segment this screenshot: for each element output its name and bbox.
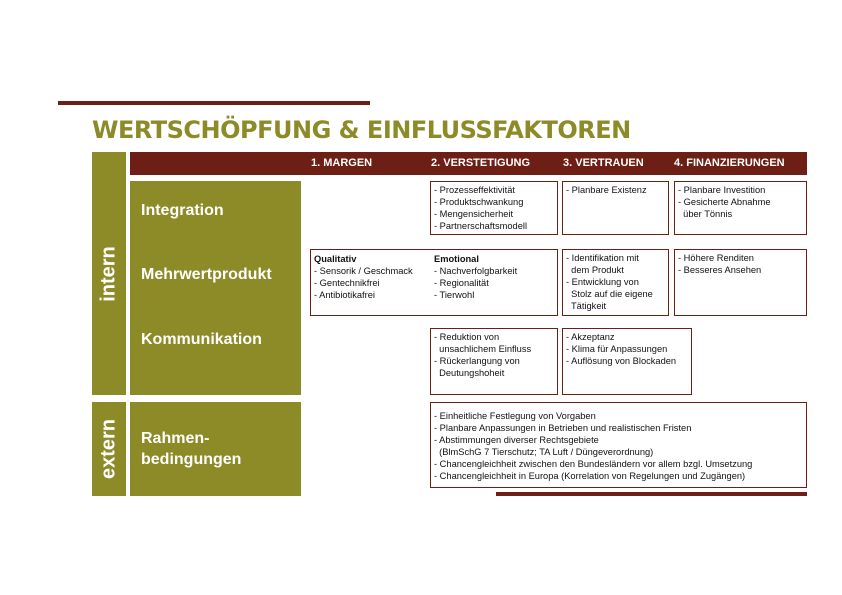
top-rule [58,101,370,105]
list-item: - Produktschwankung [434,197,524,207]
cell-list [314,265,413,301]
cell-mehrwertprodukt-margen [314,253,413,301]
cell-list [566,331,688,367]
list-item: Stolz auf die eigene [566,289,653,299]
cell-list [434,410,803,482]
column-header-margen: 1. MARGEN [311,157,373,169]
list-item: - Reduktion von [434,332,500,342]
row-label-kommunikation: Kommunikation [141,331,262,348]
cell-integration-finanzierungen [674,181,807,235]
list-item: - Rückerlangung von [434,356,520,366]
list-item: - Chancengleichheit in Europa (Korrelation von Regelungen und Zugängen) [434,471,746,481]
list-item: - Höhere Renditen [678,253,754,263]
row-label-mehrwertprodukt: Mehrwertprodukt [141,266,272,283]
list-item: - Nachverfolgbarkeit [434,266,518,276]
list-item: Tätigkeit [566,301,607,311]
column-header-verstetigung: 2. VERSTETIGUNG [431,157,531,169]
list-item: - Planbare Existenz [566,185,647,195]
side-bar-extern [92,402,126,496]
list-item: - Planbare Anpassungen in Betrieben und realistischen Fristen [434,423,692,433]
list-item: - Regionalität [434,278,489,288]
cell-title-qualitativ: Qualitativ [314,254,357,264]
cell-integration-vertrauen [562,181,669,235]
cell-list [566,252,665,312]
list-item: - Identifikation mit [566,253,639,263]
list-item: - Einheitliche Festlegung von Vorgaben [434,411,596,421]
list-item: dem Produkt [566,265,624,275]
side-label-extern: extern [97,418,120,480]
row-label-rahmen-line1: Rahmen- [141,430,210,447]
cell-list [678,252,803,276]
page-title: WERTSCHÖPFUNG & EINFLUSSFAKTOREN [92,116,631,144]
list-item: - Entwicklung von [566,277,639,287]
list-item: - Antibiotikafrei [314,290,375,300]
list-item: - Mengensicherheit [434,209,514,219]
list-item: - Chancengleichheit zwischen den Bundesländern vor allem bzgl. Umsetzung [434,459,753,469]
bottom-rule [496,492,807,496]
row-label-rahmenbedingungen [141,428,241,470]
cell-kommunikation-vertrauen [562,328,692,395]
cell-list [566,184,665,196]
list-item: - Prozesseffektivität [434,185,515,195]
cell-list [434,184,554,232]
list-item: - Gesicherte Abnahme [678,197,771,207]
cell-mehrwertprodukt-vertrauen [562,249,669,316]
cell-title-emotional: Emotional [434,254,479,264]
list-item: - Auflösung von Blockaden [566,356,677,366]
list-item: - Sensorik / Geschmack [314,266,413,276]
side-bar-intern [92,152,126,395]
list-item: - Partnerschaftsmodell [434,221,528,231]
cell-list [434,331,554,379]
cell-integration-verstetigung [430,181,558,235]
cell-list [434,265,517,301]
cell-mehrwertprodukt-verstetigung [434,253,517,301]
cell-rahmenbedingungen [430,402,807,488]
cell-mehrwertprodukt-finanzierungen [674,249,807,316]
cell-kommunikation-verstetigung [430,328,558,395]
column-header-vertrauen: 3. VERTRAUEN [563,157,644,169]
list-item: - Klima für Anpassungen [566,344,668,354]
list-item: Deutungshoheit [434,368,505,378]
list-item: - Abstimmungen diverser Rechtsgebiete [434,435,599,445]
list-item: unsachlichem Einfluss [434,344,532,354]
list-item: - Besseres Ansehen [678,265,762,275]
list-item: - Gentechnikfrei [314,278,380,288]
row-label-integration: Integration [141,202,224,219]
list-item: über Tönnis [678,209,733,219]
side-label-intern: intern [97,245,120,302]
list-item: - Akzeptanz [566,332,615,342]
list-item: - Tierwohl [434,290,475,300]
list-item: (BlmSchG 7 Tierschutz; TA Luft / Düngeverordnung) [434,447,654,457]
column-header-finanzierungen: 4. FINANZIERUNGEN [674,157,785,169]
row-label-rahmen-line2: bedingungen [141,451,242,468]
cell-list [678,184,803,220]
list-item: - Planbare Investition [678,185,766,195]
